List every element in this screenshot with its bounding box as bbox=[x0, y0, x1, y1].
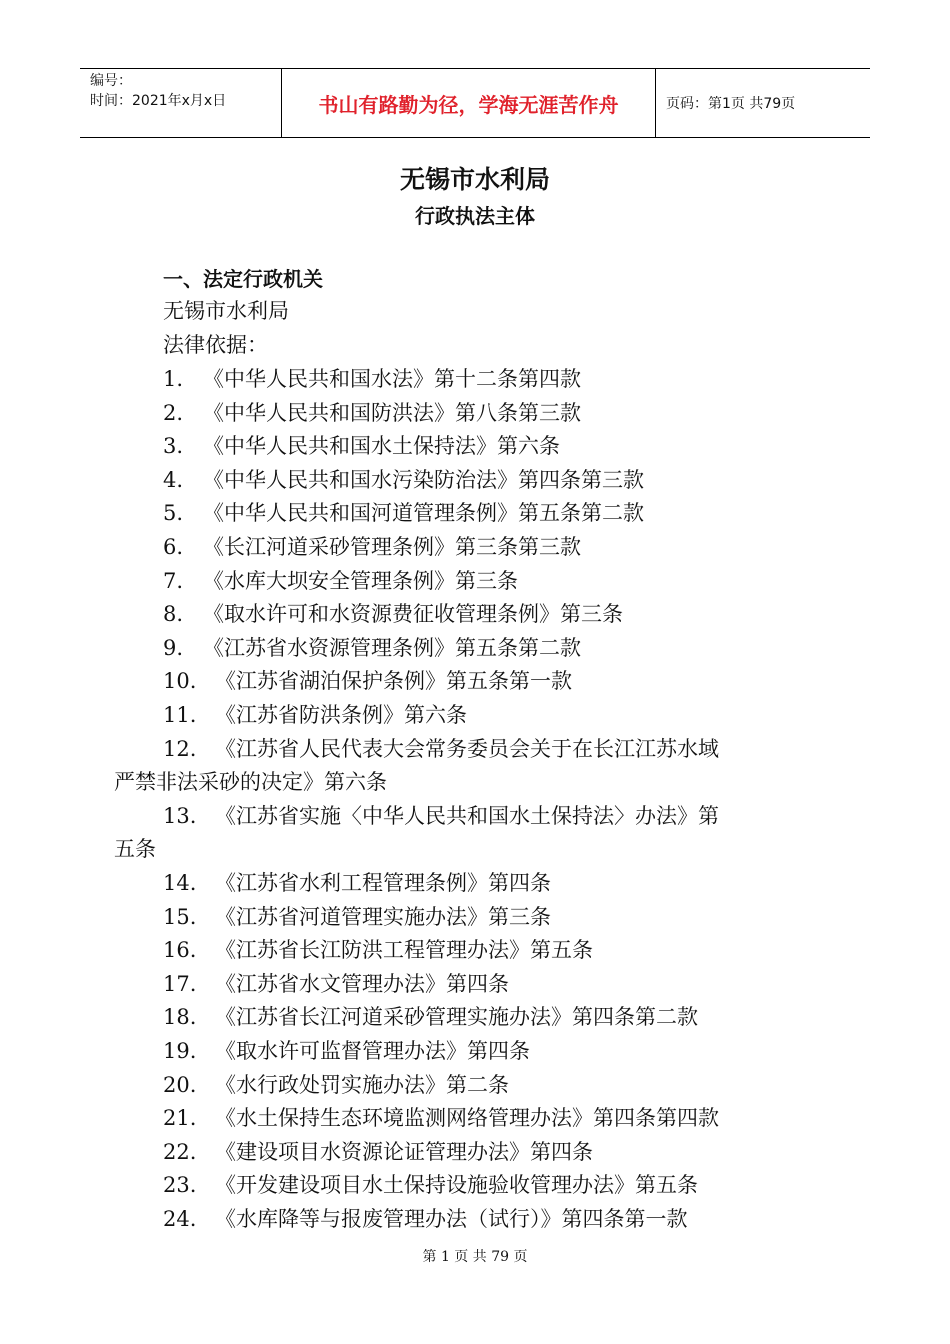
list-item-number: 18. bbox=[163, 1005, 197, 1030]
list-item bbox=[163, 735, 719, 763]
list-item-text: 《取水许可和水资源费征收管理条例》第三条 bbox=[203, 602, 623, 627]
header-motto-cell bbox=[282, 69, 656, 137]
list-item-number: 15. bbox=[163, 904, 197, 929]
list-item bbox=[163, 600, 623, 628]
list-item-number: 17. bbox=[163, 971, 197, 996]
list-item-text: 《中华人民共和国水土保持法》第六条 bbox=[203, 434, 560, 459]
list-item-text: 《中华人民共和国水法》第十二条第四款 bbox=[203, 367, 581, 391]
list-item-text: 《中华人民共和国防洪法》第八条第三款 bbox=[203, 400, 581, 425]
page-footer: 第 1 页 共 79 页 bbox=[422, 1249, 528, 1265]
list-item-text: 《江苏省河道管理实施办法》第三条 bbox=[215, 904, 551, 929]
list-item-number: 20. bbox=[163, 1072, 197, 1097]
list-item-text: 《江苏省湖泊保护条例》第五条第一款 bbox=[215, 669, 572, 694]
list-item-number: 2. bbox=[163, 400, 184, 425]
list-item bbox=[163, 701, 467, 729]
list-item-text: 《取水许可监督管理办法》第四条 bbox=[215, 1039, 530, 1063]
list-item-number: 11. bbox=[163, 703, 197, 727]
document-title: 无锡市水利局 bbox=[399, 165, 550, 194]
list-item-number: 24. bbox=[163, 1207, 197, 1231]
list-item bbox=[163, 1104, 719, 1132]
list-item-number: 6. bbox=[163, 535, 184, 559]
section-heading: 一、法定行政机关 bbox=[163, 267, 323, 291]
list-item-number: 19. bbox=[163, 1039, 197, 1063]
list-item-text: 《江苏省人民代表大会常务委员会关于在长江江苏水域 bbox=[215, 736, 719, 761]
list-item bbox=[163, 667, 572, 695]
number-label: 编号： bbox=[90, 73, 132, 89]
list-item-text: 《江苏省防洪条例》第六条 bbox=[215, 703, 467, 727]
list-item bbox=[163, 432, 560, 460]
list-item bbox=[163, 399, 581, 427]
list-item bbox=[163, 1071, 509, 1099]
header-meta bbox=[80, 69, 282, 137]
list-item-number: 13. bbox=[163, 803, 197, 828]
list-item-text: 《水库大坝安全管理条例》第三条 bbox=[203, 568, 518, 593]
list-item bbox=[163, 1003, 698, 1031]
list-item-number: 7. bbox=[163, 568, 184, 593]
basis-label: 法律依据： bbox=[163, 333, 268, 357]
list-item-number: 3. bbox=[163, 434, 184, 459]
page-code: 页码：第1页 共79页 bbox=[666, 96, 796, 112]
time-label: 时间：2021年x月x日 bbox=[90, 93, 227, 109]
list-item-number: 21. bbox=[163, 1106, 197, 1131]
motto: 书山有路勤为径，学海无涯苦作舟 bbox=[318, 92, 619, 117]
list-item-number: 5. bbox=[163, 501, 184, 526]
header-table bbox=[80, 68, 870, 138]
list-item bbox=[163, 499, 644, 527]
list-item-text: 《中华人民共和国河道管理条例》第五条第二款 bbox=[203, 501, 644, 526]
list-item-number: 12. bbox=[163, 736, 197, 761]
list-item-text: 《江苏省水利工程管理条例》第四条 bbox=[215, 871, 551, 895]
list-item bbox=[163, 869, 551, 897]
list-item-text: 《江苏省水文管理办法》第四条 bbox=[215, 971, 509, 996]
list-item-number: 1. bbox=[163, 367, 184, 391]
header-page-code bbox=[656, 69, 870, 137]
list-item-continuation: 严禁非法采砂的决定》第六条 bbox=[114, 770, 387, 795]
list-item-text: 《建设项目水资源论证管理办法》第四条 bbox=[215, 1139, 593, 1164]
list-item bbox=[163, 903, 551, 931]
list-item bbox=[163, 1138, 593, 1166]
list-item-number: 9. bbox=[163, 635, 184, 660]
list-item-number: 10. bbox=[163, 669, 197, 694]
list-item-number: 4. bbox=[163, 467, 184, 492]
list-item-continuation: 五条 bbox=[114, 837, 156, 862]
list-item-text: 《长江河道采砂管理条例》第三条第三款 bbox=[203, 535, 581, 559]
list-item-text: 《江苏省长江防洪工程管理办法》第五条 bbox=[215, 938, 593, 963]
list-item-number: 23. bbox=[163, 1173, 197, 1198]
list-item bbox=[163, 970, 509, 998]
document-subtitle: 行政执法主体 bbox=[415, 204, 535, 228]
list-item bbox=[163, 1171, 698, 1199]
list-item bbox=[163, 533, 581, 561]
list-item-text: 《江苏省长江河道采砂管理实施办法》第四条第二款 bbox=[215, 1005, 698, 1030]
list-item-text: 《水库降等与报废管理办法（试行）》第四条第一款 bbox=[215, 1207, 688, 1231]
list-item-number: 22. bbox=[163, 1139, 197, 1164]
list-item-text: 《江苏省水资源管理条例》第五条第二款 bbox=[203, 635, 581, 660]
list-item bbox=[163, 365, 581, 393]
list-item-text: 《开发建设项目水土保持设施验收管理办法》第五条 bbox=[215, 1173, 698, 1198]
list-item bbox=[163, 567, 518, 595]
list-item-text: 《水行政处罚实施办法》第二条 bbox=[215, 1072, 509, 1097]
list-item-number: 14. bbox=[163, 871, 197, 895]
list-item-number: 16. bbox=[163, 938, 197, 963]
list-item bbox=[163, 1205, 688, 1233]
list-item bbox=[163, 802, 719, 830]
list-item-number: 8. bbox=[163, 602, 184, 627]
list-item-text: 《水土保持生态环境监测网络管理办法》第四条第四款 bbox=[215, 1106, 719, 1131]
list-item-text: 《江苏省实施〈中华人民共和国水土保持法〉办法》第 bbox=[215, 803, 719, 828]
list-item bbox=[163, 634, 581, 662]
list-item bbox=[163, 936, 593, 964]
list-item bbox=[163, 466, 644, 494]
agency-name: 无锡市水利局 bbox=[163, 299, 289, 323]
list-item bbox=[163, 1037, 530, 1065]
list-item-text: 《中华人民共和国水污染防治法》第四条第三款 bbox=[203, 467, 644, 492]
